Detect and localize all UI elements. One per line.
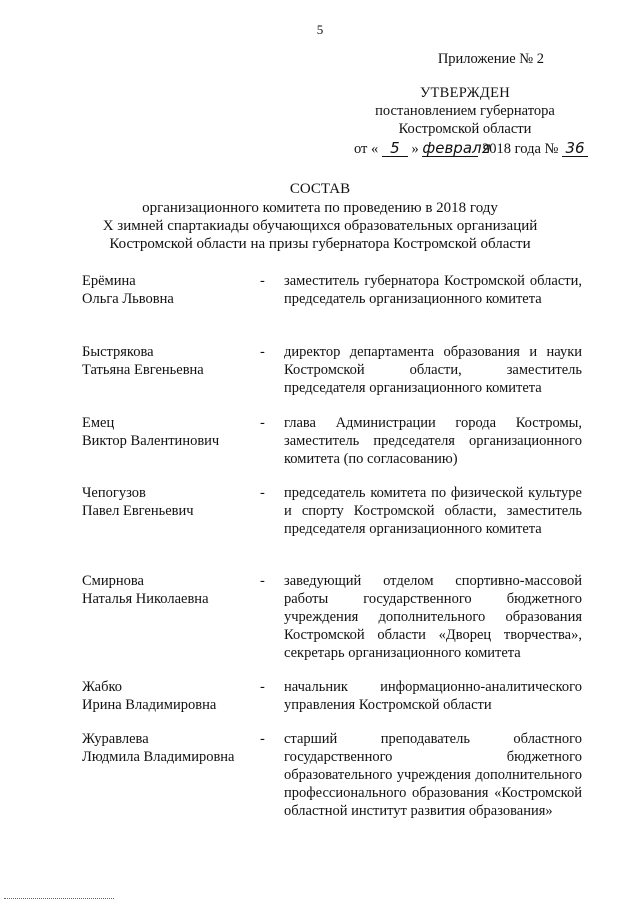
member-surname: Жабко xyxy=(82,679,123,695)
date-day: 5 xyxy=(382,141,408,157)
member-row xyxy=(82,343,582,414)
member-role: председатель комитета по физической культуре и спорту Костромской области, заместитель председателя организационного комитета xyxy=(284,485,582,537)
decree-number: 36 xyxy=(562,141,588,157)
member-row xyxy=(82,272,582,343)
member-dash: - xyxy=(260,679,265,695)
member-name xyxy=(82,484,260,572)
member-given-names: Павел Евгеньевич xyxy=(82,503,194,519)
date-year: 2018 года № xyxy=(482,141,559,157)
title-line-1: организационного комитета по проведению в 2018 году xyxy=(142,200,498,216)
member-name xyxy=(82,730,260,820)
member-name xyxy=(82,343,260,414)
document-title xyxy=(0,180,640,253)
member-surname: Журавлева xyxy=(82,731,149,747)
page-number: 5 xyxy=(316,22,324,37)
member-name xyxy=(82,678,260,730)
title-line-2: X зимней спартакиады обучающихся образовательных организаций xyxy=(102,218,538,234)
footer-divider xyxy=(4,898,114,899)
date-mid: » xyxy=(411,141,419,157)
approval-line-2: Костромской области xyxy=(398,121,532,137)
member-dash: - xyxy=(260,485,265,501)
title-heading: СОСТАВ xyxy=(289,181,351,197)
member-role: старший преподаватель областного государственного бюджетного образовательного учреждения дополнительного профессионального образования «Костромской областной институт развития образования» xyxy=(284,731,582,819)
member-row xyxy=(82,484,582,572)
member-dash: - xyxy=(260,273,265,289)
member-given-names: Ирина Владимировна xyxy=(82,697,217,713)
approval-date xyxy=(320,140,590,158)
member-role: глава Администрации города Костромы, заместитель председателя организационного комитета (по согласованию) xyxy=(284,415,582,467)
member-dash: - xyxy=(260,731,265,747)
member-surname: Емец xyxy=(82,415,115,431)
member-given-names: Виктор Валентинович xyxy=(82,433,220,449)
date-month: февраля xyxy=(422,139,491,157)
member-dash: - xyxy=(260,573,265,589)
member-row xyxy=(82,572,582,678)
member-row xyxy=(82,678,582,730)
member-row xyxy=(82,414,582,484)
member-surname: Быстрякова xyxy=(82,344,154,360)
member-role: начальник информационно-аналитического управления Костромской области xyxy=(284,679,582,713)
member-dash: - xyxy=(260,344,265,360)
title-line-3: Костромской области на призы губернатора Костромской области xyxy=(109,236,531,252)
appendix-label: Приложение № 2 xyxy=(437,51,544,67)
member-name xyxy=(82,572,260,678)
member-surname: Чепогузов xyxy=(82,485,146,501)
member-role: заместитель губернатора Костромской области, председатель организационного комитета xyxy=(284,273,582,307)
member-surname: Смирнова xyxy=(82,573,144,589)
member-given-names: Татьяна Евгеньевна xyxy=(82,362,204,378)
member-given-names: Наталья Николаевна xyxy=(82,591,209,607)
member-role: директор департамента образования и науки Костромской области, заместитель председателя организационного комитета xyxy=(284,344,582,396)
member-name xyxy=(82,272,260,343)
member-surname: Ерёмина xyxy=(82,273,136,289)
member-role: заведующий отделом спортивно-массовой работы государственного бюджетного учреждения дополнительного образования Костромской области «Дворец творчества», секретарь организационного комитета xyxy=(284,573,582,661)
member-name xyxy=(82,414,260,484)
approved-label: УТВЕРЖДЕН xyxy=(419,85,511,101)
member-dash: - xyxy=(260,415,265,431)
approval-block xyxy=(320,50,590,158)
member-given-names: Людмила Владимировна xyxy=(82,749,235,765)
date-prefix: от « xyxy=(354,141,379,157)
member-row xyxy=(82,730,582,820)
approval-line-1: постановлением губернатора xyxy=(375,103,555,119)
member-given-names: Ольга Львовна xyxy=(82,291,174,307)
members-list xyxy=(82,272,582,820)
